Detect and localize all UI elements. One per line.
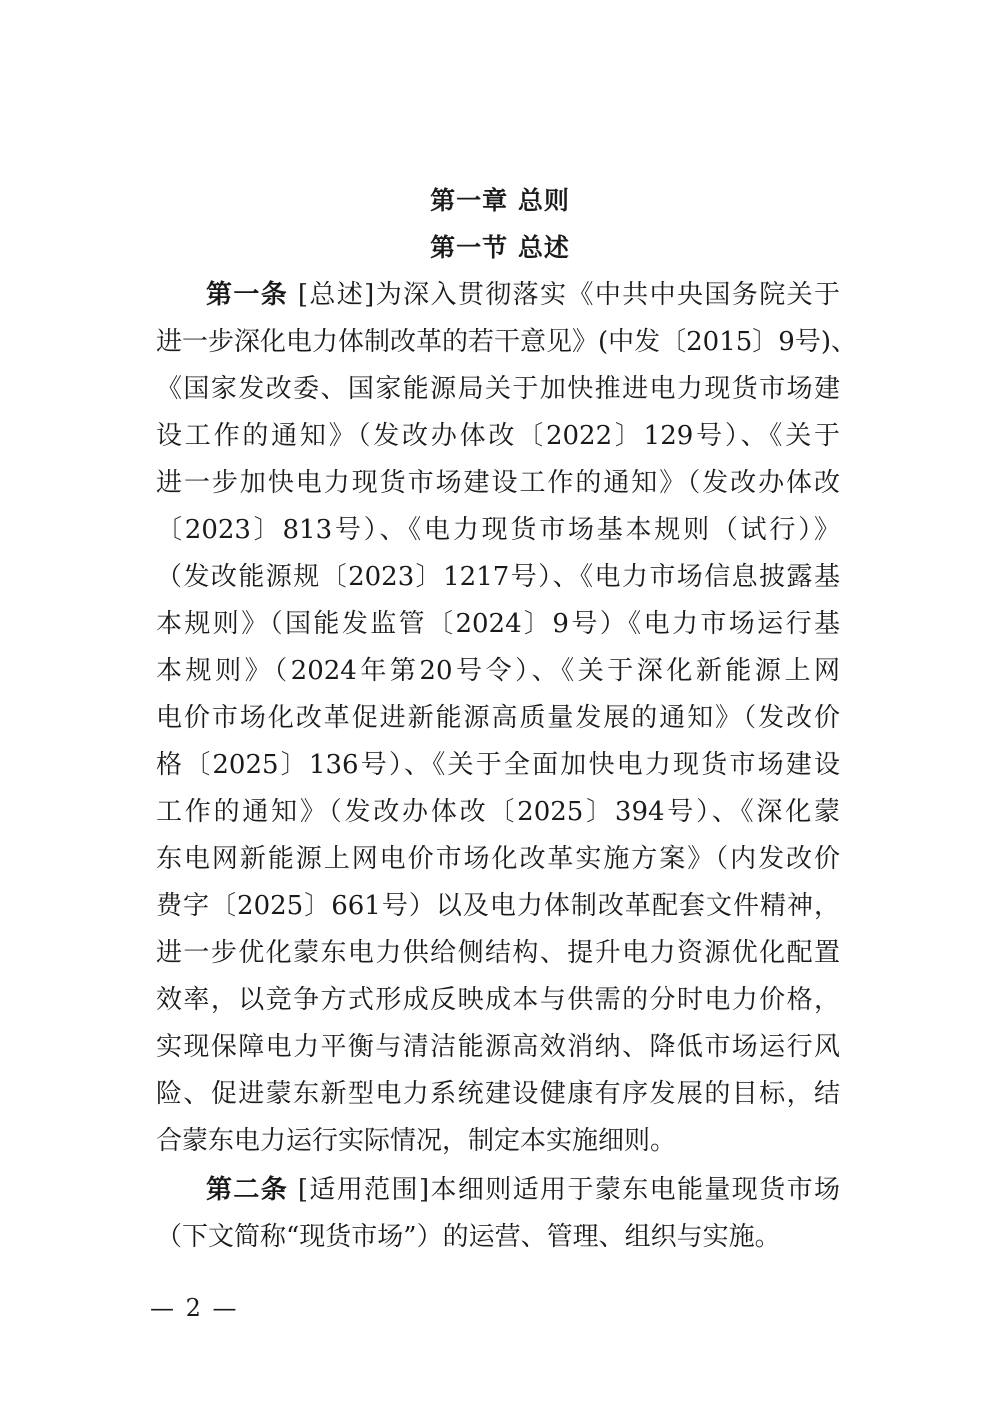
article-1-line-2: 进一步深化电力体制改革的若干意见》(中发〔2015〕9号)、 — [156, 327, 857, 357]
article-1-line-8: 本规则》（国能发监管〔2024〕9号）《电力市场运行基 — [156, 609, 840, 639]
article-1-line-11: 格〔2025〕136号）、《关于全面加快电力现货市场建设 — [156, 750, 840, 780]
article-1-number: 第一条 — [206, 280, 289, 310]
article-1-line-3: 《国家发改委、国家能源局关于加快推进电力现货市场建 — [156, 374, 840, 404]
chapter-title: 第一章 总则 — [430, 186, 570, 215]
article-2-line-2: （下文简称“现货市场”）的运营、管理、组织与实施。 — [156, 1222, 781, 1252]
article-1-line-12: 工作的通知》（发改办体改〔2025〕394号）、《深化蒙 — [156, 797, 840, 827]
article-1-line-5: 进一步加快电力现货市场建设工作的通知》（发改办体改 — [156, 468, 840, 498]
page-number: — 2 — — [150, 1294, 239, 1322]
article-1-line-10: 电价市场化改革促进新能源高质量发展的通知》（发改价 — [156, 703, 840, 733]
article-1-line-9: 本规则》（2024年第20号令）、《关于深化新能源上网 — [156, 656, 840, 686]
article-1-line-19: 合蒙东电力运行实际情况，制定本实施细则。 — [156, 1126, 677, 1156]
article-1-line-18: 险、促进蒙东新型电力系统建设健康有序发展的目标，结 — [156, 1079, 840, 1109]
article-1-line-17: 实现保障电力平衡与清洁能源高效消纳、降低市场运行风 — [156, 1032, 840, 1062]
article-1-line-1: 第一条 [总述]为深入贯彻落实《中共中央国务院关于 — [206, 280, 840, 310]
article-1-line-7: （发改能源规〔2023〕1217号）、《电力市场信息披露基 — [156, 562, 840, 592]
article-1-line-6: 〔2023〕813号）、《电力现货市场基本规则（试行）》 — [156, 515, 840, 545]
article-1-line-4: 设工作的通知》（发改办体改〔2022〕129号）、《关于 — [156, 421, 840, 451]
article-1-line-14: 费字〔2025〕661号）以及电力体制改革配套文件精神， — [156, 891, 840, 921]
section-title: 第一节 总述 — [430, 233, 570, 262]
article-2-number: 第二条 — [206, 1175, 289, 1205]
article-2-line-1: 第二条 [适用范围]本细则适用于蒙东电能量现货市场 — [206, 1175, 840, 1205]
article-1-line-16: 效率，以竞争方式形成反映成本与供需的分时电力价格， — [156, 985, 840, 1015]
article-1-line-13: 东电网新能源上网电价市场化改革实施方案》（内发改价 — [156, 844, 840, 874]
article-1-line-15: 进一步优化蒙东电力供给侧结构、提升电力资源优化配置 — [156, 938, 840, 968]
